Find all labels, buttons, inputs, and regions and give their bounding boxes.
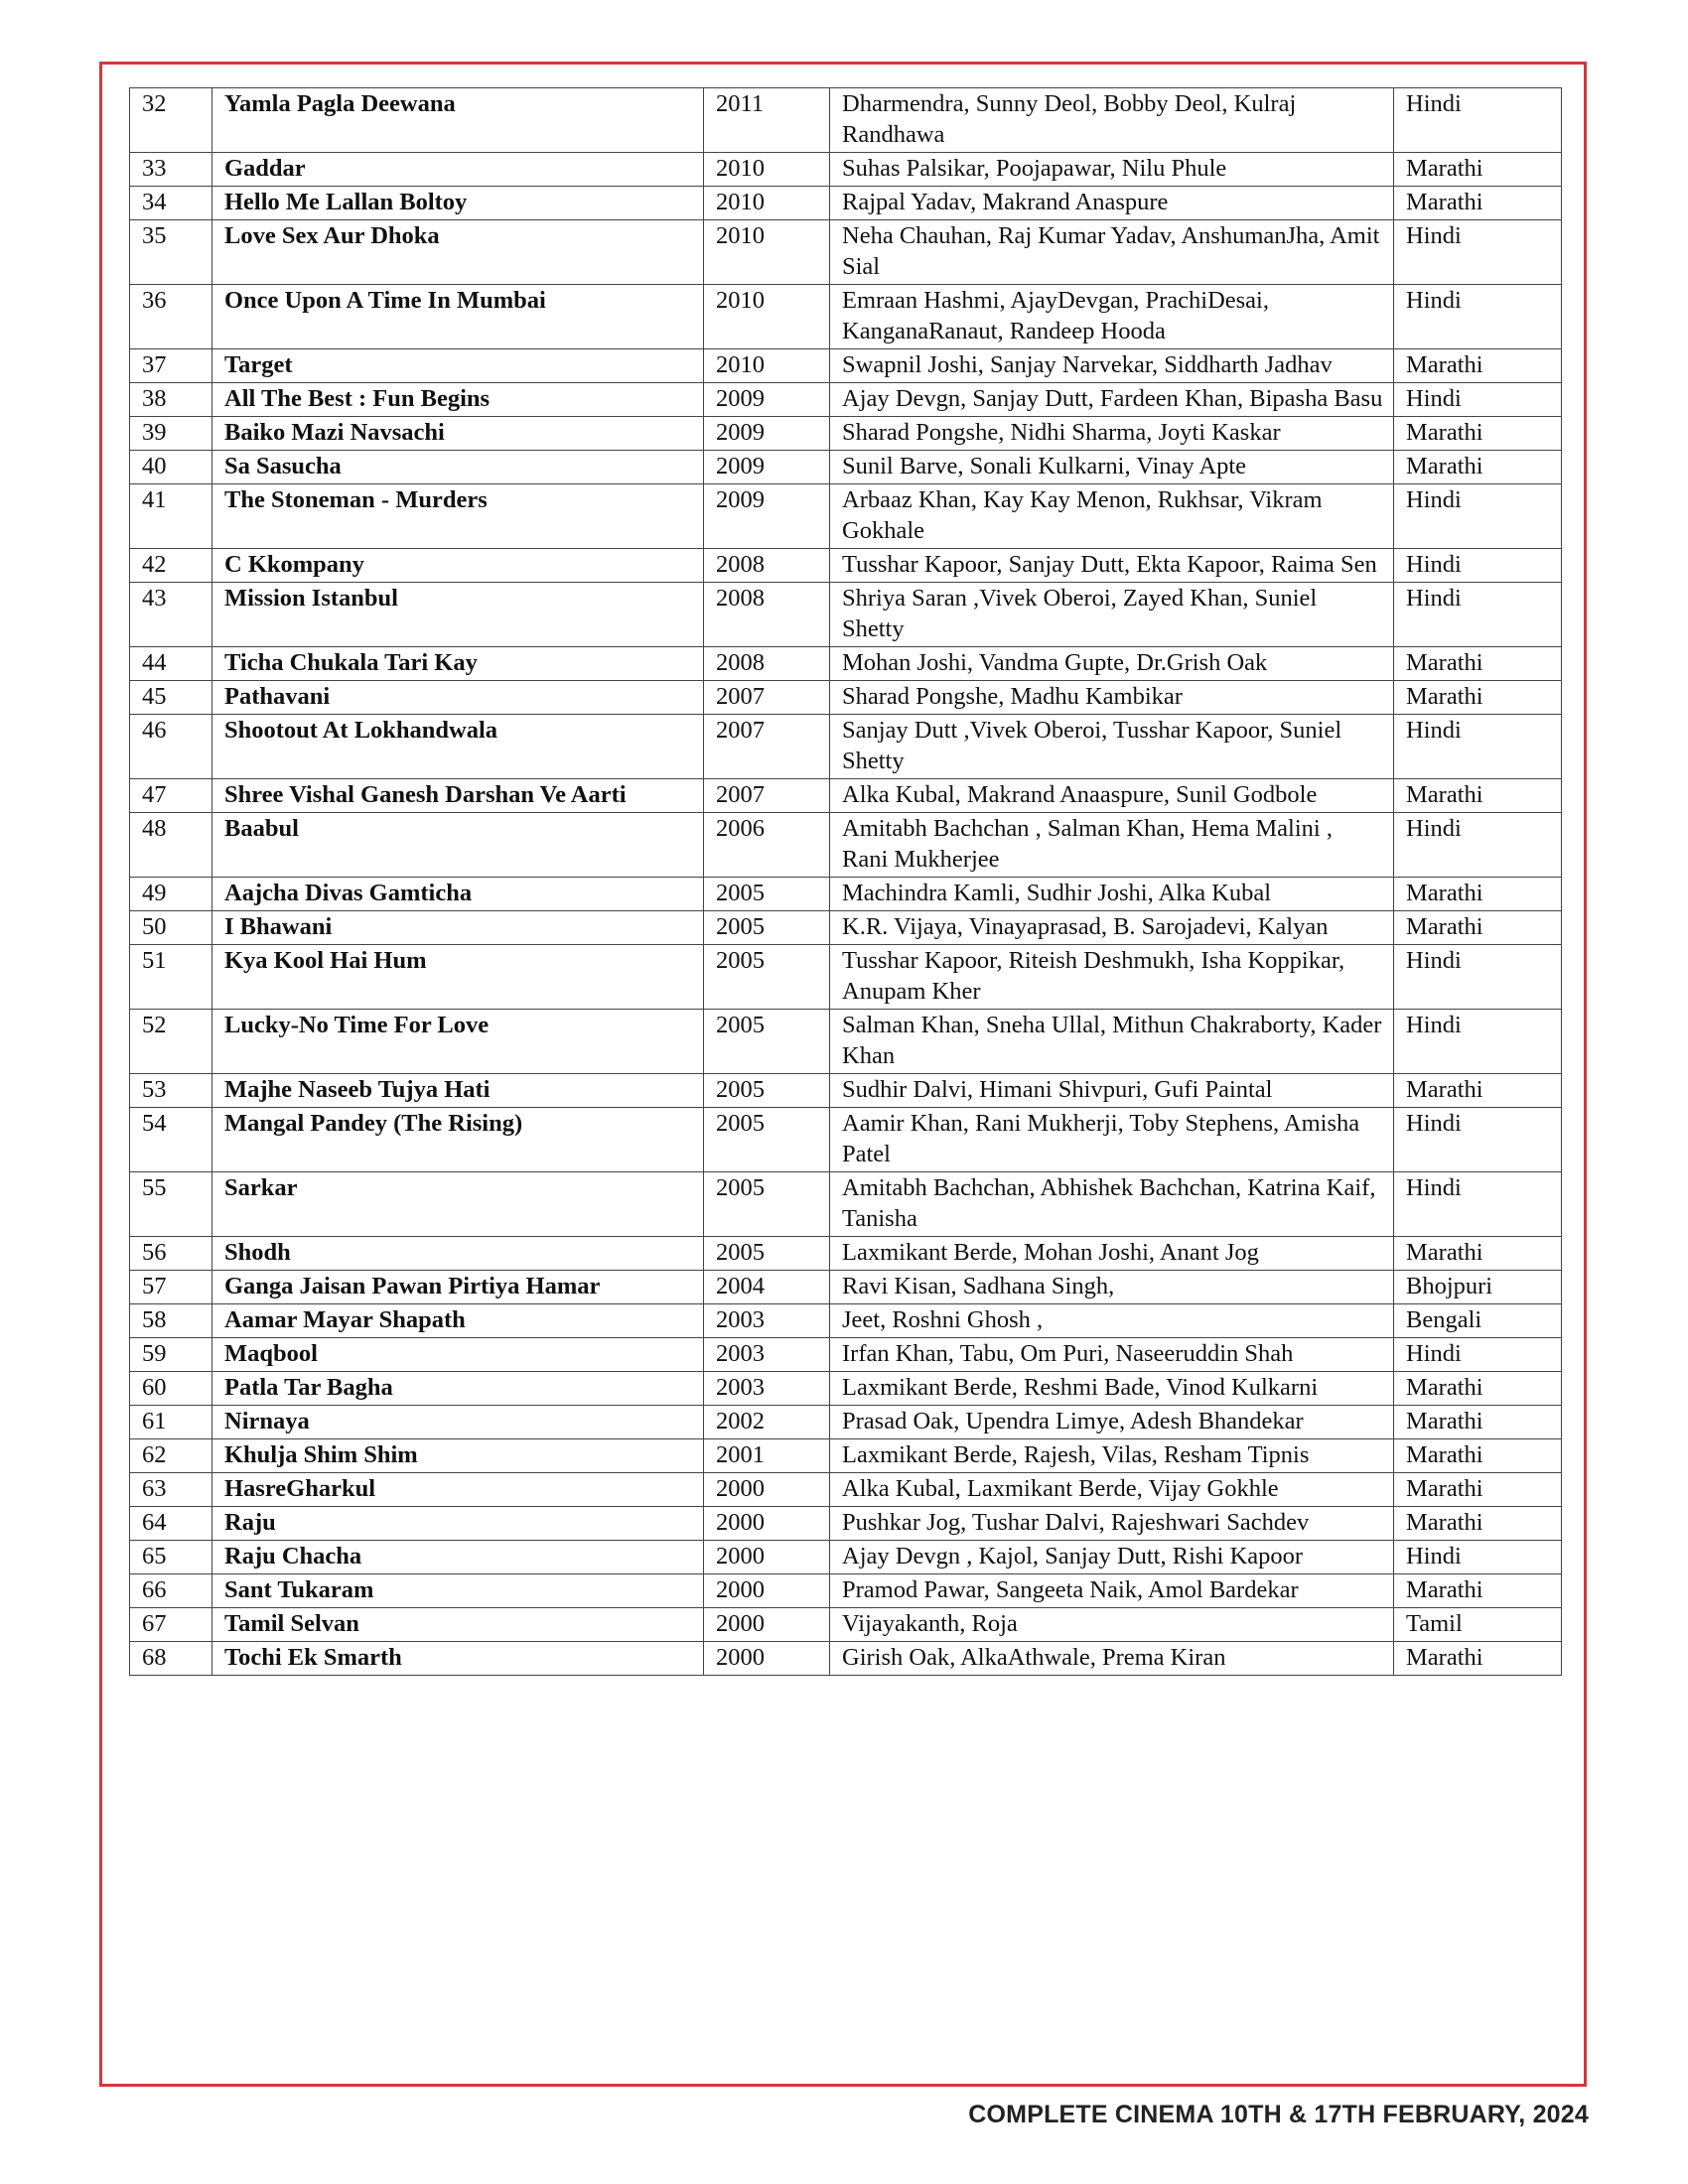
film-language-cell: Hindi [1394, 715, 1562, 779]
film-language-cell: Bengali [1394, 1304, 1562, 1338]
film-language-cell: Hindi [1394, 220, 1562, 285]
film-language-cell: Hindi [1394, 285, 1562, 349]
film-cast-cell: Laxmikant Berde, Mohan Joshi, Anant Jog [830, 1237, 1394, 1271]
film-number-cell: 68 [130, 1642, 212, 1676]
film-number-cell: 42 [130, 549, 212, 583]
film-language-cell: Hindi [1394, 88, 1562, 153]
film-number-cell: 57 [130, 1271, 212, 1304]
table-row [130, 220, 1562, 285]
film-language-cell: Hindi [1394, 549, 1562, 583]
film-title-cell: Gaddar [212, 153, 704, 187]
film-language-cell: Marathi [1394, 1473, 1562, 1507]
film-language-cell: Marathi [1394, 779, 1562, 813]
film-cast-cell: Rajpal Yadav, Makrand Anaspure [830, 187, 1394, 220]
film-cast-cell: Swapnil Joshi, Sanjay Narvekar, Siddharth Jadhav [830, 349, 1394, 383]
film-year-cell: 2008 [704, 647, 830, 681]
film-cast-cell: Suhas Palsikar, Poojapawar, Nilu Phule [830, 153, 1394, 187]
film-year-cell: 2005 [704, 1074, 830, 1108]
film-title-cell: Love Sex Aur Dhoka [212, 220, 704, 285]
film-year-cell: 2000 [704, 1541, 830, 1574]
table-row [130, 1172, 1562, 1237]
film-language-cell: Marathi [1394, 878, 1562, 911]
film-cast-cell: Amitabh Bachchan , Salman Khan, Hema Malini , Rani Mukherjee [830, 813, 1394, 878]
film-language-cell: Marathi [1394, 1074, 1562, 1108]
film-number-cell: 45 [130, 681, 212, 715]
film-title-cell: Raju [212, 1507, 704, 1541]
film-title-cell: Ticha Chukala Tari Kay [212, 647, 704, 681]
film-list-body [130, 88, 1562, 1676]
table-row [130, 187, 1562, 220]
film-number-cell: 36 [130, 285, 212, 349]
film-cast-cell: Jeet, Roshni Ghosh , [830, 1304, 1394, 1338]
table-row [130, 1271, 1562, 1304]
film-language-cell: Hindi [1394, 1338, 1562, 1372]
film-cast-cell: Pushkar Jog, Tushar Dalvi, Rajeshwari Sachdev [830, 1507, 1394, 1541]
film-title-cell: Baiko Mazi Navsachi [212, 417, 704, 451]
film-year-cell: 2000 [704, 1642, 830, 1676]
film-title-cell: Majhe Naseeb Tujya Hati [212, 1074, 704, 1108]
film-title-cell: Mission Istanbul [212, 583, 704, 647]
film-language-cell: Marathi [1394, 1439, 1562, 1473]
film-language-cell: Marathi [1394, 349, 1562, 383]
film-language-cell: Hindi [1394, 1108, 1562, 1172]
film-title-cell: Raju Chacha [212, 1541, 704, 1574]
film-language-cell: Bhojpuri [1394, 1271, 1562, 1304]
film-year-cell: 2003 [704, 1338, 830, 1372]
film-language-cell: Hindi [1394, 383, 1562, 417]
film-year-cell: 2000 [704, 1507, 830, 1541]
film-language-cell: Marathi [1394, 451, 1562, 484]
film-language-cell: Marathi [1394, 1507, 1562, 1541]
film-title-cell: Maqbool [212, 1338, 704, 1372]
table-row [130, 88, 1562, 153]
film-language-cell: Hindi [1394, 1172, 1562, 1237]
film-cast-cell: Tusshar Kapoor, Sanjay Dutt, Ekta Kapoor, Raima Sen [830, 549, 1394, 583]
film-number-cell: 55 [130, 1172, 212, 1237]
film-title-cell: Baabul [212, 813, 704, 878]
film-cast-cell: Alka Kubal, Laxmikant Berde, Vijay Gokhle [830, 1473, 1394, 1507]
film-language-cell: Marathi [1394, 1642, 1562, 1676]
film-title-cell: Aajcha Divas Gamticha [212, 878, 704, 911]
film-year-cell: 2009 [704, 383, 830, 417]
film-number-cell: 38 [130, 383, 212, 417]
film-number-cell: 61 [130, 1406, 212, 1439]
film-language-cell: Hindi [1394, 813, 1562, 878]
table-row [130, 285, 1562, 349]
film-year-cell: 2009 [704, 484, 830, 549]
film-cast-cell: Sudhir Dalvi, Himani Shivpuri, Gufi Paintal [830, 1074, 1394, 1108]
film-number-cell: 46 [130, 715, 212, 779]
film-number-cell: 64 [130, 1507, 212, 1541]
film-title-cell: Patla Tar Bagha [212, 1372, 704, 1406]
table-row [130, 1574, 1562, 1608]
film-year-cell: 2005 [704, 1108, 830, 1172]
film-language-cell: Marathi [1394, 647, 1562, 681]
film-year-cell: 2010 [704, 153, 830, 187]
film-year-cell: 2005 [704, 911, 830, 945]
film-year-cell: 2005 [704, 878, 830, 911]
film-number-cell: 66 [130, 1574, 212, 1608]
film-year-cell: 2009 [704, 451, 830, 484]
film-number-cell: 56 [130, 1237, 212, 1271]
film-title-cell: Tamil Selvan [212, 1608, 704, 1642]
film-number-cell: 39 [130, 417, 212, 451]
film-list-table [129, 87, 1562, 1676]
table-row [130, 1473, 1562, 1507]
table-row [130, 1074, 1562, 1108]
film-title-cell: Shootout At Lokhandwala [212, 715, 704, 779]
film-number-cell: 43 [130, 583, 212, 647]
film-year-cell: 2010 [704, 285, 830, 349]
film-language-cell: Marathi [1394, 1237, 1562, 1271]
film-title-cell: Shree Vishal Ganesh Darshan Ve Aarti [212, 779, 704, 813]
film-cast-cell: Ajay Devgn , Kajol, Sanjay Dutt, Rishi Kapoor [830, 1541, 1394, 1574]
film-cast-cell: Salman Khan, Sneha Ullal, Mithun Chakraborty, Kader Khan [830, 1010, 1394, 1074]
film-year-cell: 2008 [704, 583, 830, 647]
film-cast-cell: Emraan Hashmi, AjayDevgan, PrachiDesai, KanganaRanaut, Randeep Hooda [830, 285, 1394, 349]
film-language-cell: Hindi [1394, 484, 1562, 549]
film-year-cell: 2004 [704, 1271, 830, 1304]
film-cast-cell: Mohan Joshi, Vandma Gupte, Dr.Grish Oak [830, 647, 1394, 681]
film-language-cell: Hindi [1394, 1010, 1562, 1074]
table-row [130, 383, 1562, 417]
table-row [130, 1237, 1562, 1271]
table-row [130, 1439, 1562, 1473]
film-year-cell: 2009 [704, 417, 830, 451]
table-row [130, 349, 1562, 383]
film-year-cell: 2005 [704, 1172, 830, 1237]
film-year-cell: 2010 [704, 220, 830, 285]
film-year-cell: 2000 [704, 1608, 830, 1642]
film-title-cell: Hello Me Lallan Boltoy [212, 187, 704, 220]
film-cast-cell: Irfan Khan, Tabu, Om Puri, Naseeruddin Shah [830, 1338, 1394, 1372]
film-number-cell: 53 [130, 1074, 212, 1108]
film-title-cell: Mangal Pandey (The Rising) [212, 1108, 704, 1172]
film-title-cell: Nirnaya [212, 1406, 704, 1439]
film-number-cell: 54 [130, 1108, 212, 1172]
film-title-cell: Ganga Jaisan Pawan Pirtiya Hamar [212, 1271, 704, 1304]
film-title-cell: Once Upon A Time In Mumbai [212, 285, 704, 349]
film-number-cell: 33 [130, 153, 212, 187]
film-title-cell: Sa Sasucha [212, 451, 704, 484]
film-title-cell: Lucky-No Time For Love [212, 1010, 704, 1074]
film-year-cell: 2000 [704, 1574, 830, 1608]
film-title-cell: HasreGharkul [212, 1473, 704, 1507]
table-row [130, 1372, 1562, 1406]
film-year-cell: 2003 [704, 1372, 830, 1406]
table-row [130, 911, 1562, 945]
film-language-cell: Hindi [1394, 945, 1562, 1010]
film-number-cell: 50 [130, 911, 212, 945]
table-row [130, 583, 1562, 647]
film-year-cell: 2006 [704, 813, 830, 878]
film-title-cell: Aamar Mayar Shapath [212, 1304, 704, 1338]
table-row [130, 451, 1562, 484]
film-number-cell: 67 [130, 1608, 212, 1642]
film-language-cell: Marathi [1394, 681, 1562, 715]
table-row [130, 1541, 1562, 1574]
film-title-cell: The Stoneman - Murders [212, 484, 704, 549]
film-language-cell: Marathi [1394, 1372, 1562, 1406]
film-number-cell: 41 [130, 484, 212, 549]
film-cast-cell: Laxmikant Berde, Reshmi Bade, Vinod Kulkarni [830, 1372, 1394, 1406]
film-cast-cell: Tusshar Kapoor, Riteish Deshmukh, Isha Koppikar, Anupam Kher [830, 945, 1394, 1010]
film-cast-cell: Aamir Khan, Rani Mukherji, Toby Stephens, Amisha Patel [830, 1108, 1394, 1172]
film-year-cell: 2007 [704, 681, 830, 715]
film-number-cell: 52 [130, 1010, 212, 1074]
table-row [130, 1406, 1562, 1439]
film-cast-cell: Machindra Kamli, Sudhir Joshi, Alka Kubal [830, 878, 1394, 911]
film-year-cell: 2001 [704, 1439, 830, 1473]
film-number-cell: 47 [130, 779, 212, 813]
film-year-cell: 2007 [704, 779, 830, 813]
film-title-cell: Sant Tukaram [212, 1574, 704, 1608]
film-number-cell: 34 [130, 187, 212, 220]
table-row [130, 1338, 1562, 1372]
film-cast-cell: Sharad Pongshe, Madhu Kambikar [830, 681, 1394, 715]
table-row [130, 681, 1562, 715]
table-row [130, 1108, 1562, 1172]
footer-publication-line: COMPLETE CINEMA 10TH & 17TH FEBRUARY, 2024 [968, 2101, 1589, 2128]
table-row [130, 484, 1562, 549]
film-language-cell: Marathi [1394, 187, 1562, 220]
film-title-cell: Yamla Pagla Deewana [212, 88, 704, 153]
film-year-cell: 2002 [704, 1406, 830, 1439]
table-row [130, 1010, 1562, 1074]
film-number-cell: 62 [130, 1439, 212, 1473]
table-row [130, 945, 1562, 1010]
table-row [130, 715, 1562, 779]
film-year-cell: 2003 [704, 1304, 830, 1338]
film-title-cell: Pathavani [212, 681, 704, 715]
film-number-cell: 48 [130, 813, 212, 878]
film-year-cell: 2007 [704, 715, 830, 779]
table-row [130, 647, 1562, 681]
film-title-cell: Tochi Ek Smarth [212, 1642, 704, 1676]
table-row [130, 779, 1562, 813]
film-number-cell: 40 [130, 451, 212, 484]
film-cast-cell: Sunil Barve, Sonali Kulkarni, Vinay Apte [830, 451, 1394, 484]
film-title-cell: I Bhawani [212, 911, 704, 945]
film-language-cell: Marathi [1394, 911, 1562, 945]
table-row [130, 417, 1562, 451]
film-cast-cell: Prasad Oak, Upendra Limye, Adesh Bhandekar [830, 1406, 1394, 1439]
film-title-cell: Khulja Shim Shim [212, 1439, 704, 1473]
film-year-cell: 2008 [704, 549, 830, 583]
film-number-cell: 37 [130, 349, 212, 383]
film-language-cell: Marathi [1394, 1574, 1562, 1608]
film-number-cell: 49 [130, 878, 212, 911]
film-cast-cell: Ravi Kisan, Sadhana Singh, [830, 1271, 1394, 1304]
film-title-cell: Sarkar [212, 1172, 704, 1237]
film-cast-cell: Neha Chauhan, Raj Kumar Yadav, AnshumanJha, Amit Sial [830, 220, 1394, 285]
film-title-cell: Target [212, 349, 704, 383]
film-language-cell: Hindi [1394, 1541, 1562, 1574]
film-year-cell: 2005 [704, 945, 830, 1010]
film-number-cell: 59 [130, 1338, 212, 1372]
film-number-cell: 63 [130, 1473, 212, 1507]
film-year-cell: 2005 [704, 1237, 830, 1271]
film-cast-cell: Laxmikant Berde, Rajesh, Vilas, Resham Tipnis [830, 1439, 1394, 1473]
film-cast-cell: Dharmendra, Sunny Deol, Bobby Deol, Kulraj Randhawa [830, 88, 1394, 153]
film-number-cell: 60 [130, 1372, 212, 1406]
table-row [130, 549, 1562, 583]
film-language-cell: Hindi [1394, 583, 1562, 647]
film-language-cell: Marathi [1394, 417, 1562, 451]
film-year-cell: 2011 [704, 88, 830, 153]
table-row [130, 878, 1562, 911]
film-cast-cell: Alka Kubal, Makrand Anaaspure, Sunil Godbole [830, 779, 1394, 813]
film-number-cell: 65 [130, 1541, 212, 1574]
film-cast-cell: Pramod Pawar, Sangeeta Naik, Amol Bardekar [830, 1574, 1394, 1608]
film-language-cell: Marathi [1394, 153, 1562, 187]
film-number-cell: 51 [130, 945, 212, 1010]
film-language-cell: Tamil [1394, 1608, 1562, 1642]
film-year-cell: 2010 [704, 187, 830, 220]
film-number-cell: 32 [130, 88, 212, 153]
table-row [130, 1608, 1562, 1642]
film-title-cell: C Kkompany [212, 549, 704, 583]
film-cast-cell: Vijayakanth, Roja [830, 1608, 1394, 1642]
film-number-cell: 58 [130, 1304, 212, 1338]
film-cast-cell: Shriya Saran ,Vivek Oberoi, Zayed Khan, Suniel Shetty [830, 583, 1394, 647]
film-year-cell: 2000 [704, 1473, 830, 1507]
table-row [130, 813, 1562, 878]
film-number-cell: 35 [130, 220, 212, 285]
film-cast-cell: Amitabh Bachchan, Abhishek Bachchan, Katrina Kaif, Tanisha [830, 1172, 1394, 1237]
film-year-cell: 2005 [704, 1010, 830, 1074]
film-cast-cell: Girish Oak, AlkaAthwale, Prema Kiran [830, 1642, 1394, 1676]
film-cast-cell: K.R. Vijaya, Vinayaprasad, B. Sarojadevi, Kalyan [830, 911, 1394, 945]
film-title-cell: Kya Kool Hai Hum [212, 945, 704, 1010]
film-number-cell: 44 [130, 647, 212, 681]
film-year-cell: 2010 [704, 349, 830, 383]
table-row [130, 153, 1562, 187]
film-language-cell: Marathi [1394, 1406, 1562, 1439]
film-cast-cell: Ajay Devgn, Sanjay Dutt, Fardeen Khan, Bipasha Basu [830, 383, 1394, 417]
film-cast-cell: Sanjay Dutt ,Vivek Oberoi, Tusshar Kapoor, Suniel Shetty [830, 715, 1394, 779]
film-title-cell: All The Best : Fun Begins [212, 383, 704, 417]
table-row [130, 1642, 1562, 1676]
film-cast-cell: Sharad Pongshe, Nidhi Sharma, Joyti Kaskar [830, 417, 1394, 451]
table-row [130, 1304, 1562, 1338]
film-cast-cell: Arbaaz Khan, Kay Kay Menon, Rukhsar, Vikram Gokhale [830, 484, 1394, 549]
film-title-cell: Shodh [212, 1237, 704, 1271]
table-row [130, 1507, 1562, 1541]
